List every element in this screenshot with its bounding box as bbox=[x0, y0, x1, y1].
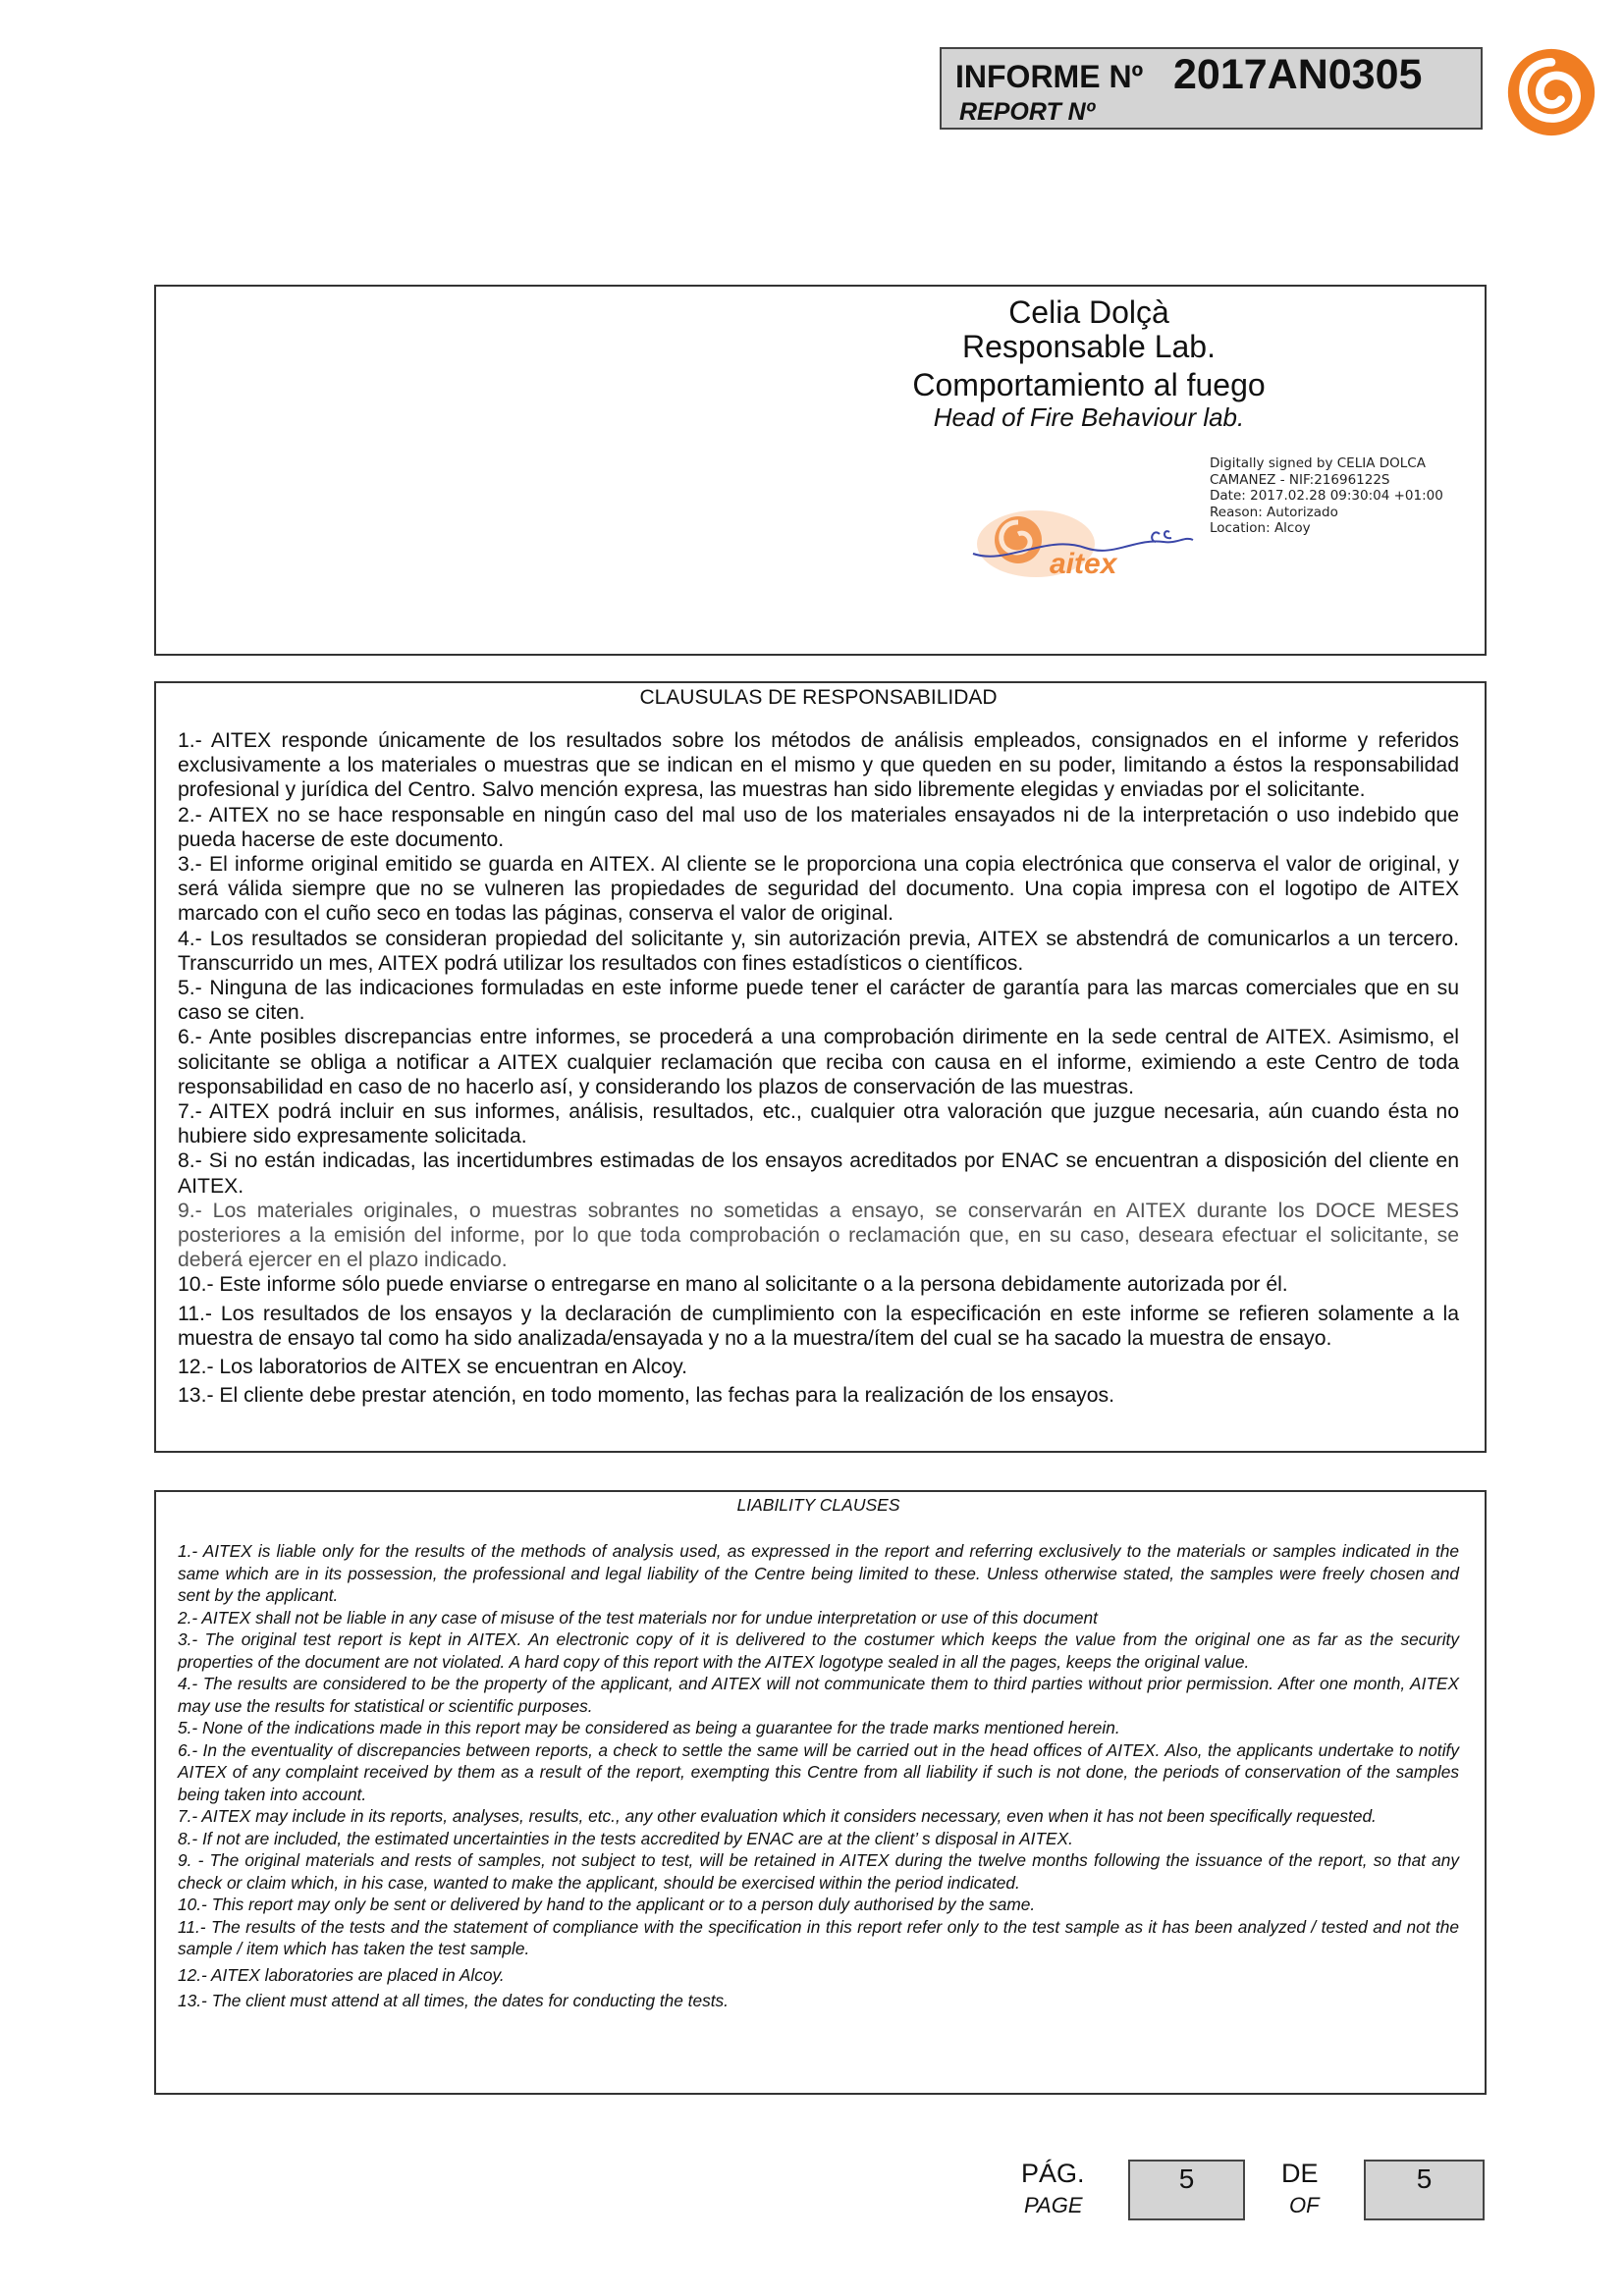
signer-name: Celia Dolçà bbox=[1008, 294, 1169, 330]
signature-box bbox=[154, 285, 1487, 656]
clause-en-item: 1.- AITEX is liable only for the results of the methods of analysis used, as expressed in the report and referring exclusively to the materials or samples indicated in the same which are in its possession, the professional and legal liability of the Centre being limited to these. Unless otherwise stated, the samples were freely chosen and sent by the applicant. bbox=[178, 1541, 1459, 1605]
clause-en-item: 6.- In the eventuality of discrepancies between reports, a check to settle the same will be carried out in the head offices of AITEX. Also, the applicants undertake to notify AITEX of any complaint received by them as a result of the report, exempting this Centre from all liability if such is not done, the periods of conservation of the samples being taken into account. bbox=[178, 1739, 1459, 1804]
clause-es-item: 4.- Los resultados se consideran propiedad del solicitante y, sin autorización previa, AITEX se abstendrá de comunicarlos a un tercero. Transcurrido un mes, AITEX podrá utilizar los resultados con fines estadísticos o científicos. bbox=[178, 927, 1459, 975]
signer-role: Responsable Lab. Comportamiento al fuego bbox=[912, 329, 1266, 402]
report-number: 2017AN0305 bbox=[1173, 51, 1423, 98]
clauses-en-list bbox=[178, 1540, 1459, 2012]
svg-text:aitex: aitex bbox=[1050, 548, 1117, 580]
digital-signature-line: Location: Alcoy bbox=[1210, 520, 1311, 536]
clause-es-item: 3.- El informe original emitido se guarda en AITEX. Al cliente se le proporciona una copia electrónica que conserva el valor de original, y será válida siempre que no se vulneren las propiedades de seguridad del documento. Una copia impresa con el logotipo de AITEX marcado con el cuño seco en todas las páginas, conserva el valor de original. bbox=[178, 853, 1459, 926]
clauses-es-box bbox=[154, 681, 1487, 1453]
clause-en-item: 3.- The original test report is kept in AITEX. An electronic copy of it is delivered to the costumer which keeps the value from the original one as far as the security properties of the document are not violated. A hard copy of this report with the AITEX logotype sealed in all the pages, keeps the original value. bbox=[178, 1629, 1459, 1672]
clauses-en-title: LIABILITY CLAUSES bbox=[736, 1495, 900, 1515]
page-number: 5 bbox=[1178, 2163, 1195, 2194]
clauses-es-title: CLAUSULAS DE RESPONSABILIDAD bbox=[639, 686, 998, 709]
clause-es-item: 8.- Si no están indicadas, las incertidumbres estimadas de los ensayos acreditados por ENAC se encuentran a disposición del cliente en AITEX. bbox=[178, 1149, 1459, 1198]
clause-en-item: 8.- If not are included, the estimated uncertainties in the tests accredited by ENAC are at the client’ s disposal in AITEX. bbox=[178, 1828, 1073, 1848]
clause-en-item: 10.- This report may only be sent or delivered by hand to the applicant or to a person duly authorised by the same. bbox=[178, 1895, 1036, 1914]
clauses-en-box bbox=[154, 1490, 1487, 2095]
total-pages: 5 bbox=[1416, 2163, 1433, 2194]
signer-role-en: Head of Fire Behaviour lab. bbox=[933, 402, 1245, 432]
clause-en-item: 2.- AITEX shall not be liable in any case of misuse of the test materials nor for undue interpretation or use of this document bbox=[178, 1607, 1098, 1628]
total-pages-box bbox=[1364, 2160, 1485, 2220]
report-label: INFORME Nº bbox=[955, 59, 1144, 94]
clause-es-item: 10.- Este informe sólo puede enviarse o entregarse en mano al solicitante o a la persona debidamente autorizada por él. bbox=[178, 1273, 1288, 1297]
clause-es-item: 2.- AITEX no se hace responsable en ningún caso del mal uso de los materiales ensayados ni de la interpretación o uso indebido que pueda hacerse de este documento. bbox=[178, 803, 1459, 851]
clause-es-item: 11.- Los resultados de los ensayos y la declaración de cumplimiento con la especificación en este informe se refieren solamente a la muestra de ensayo tal como ha sido analizada/ensayada y no a la muestra/ítem del cual se ha sacado la muestra de ensayo. bbox=[178, 1302, 1459, 1350]
page-number-box bbox=[1128, 2160, 1245, 2220]
report-number-box bbox=[940, 47, 1483, 130]
clause-es-item: 12.- Los laboratorios de AITEX se encuentran en Alcoy. bbox=[178, 1356, 688, 1379]
aitex-spiral-logo-icon bbox=[1504, 45, 1598, 139]
clauses-es-list bbox=[178, 728, 1459, 1408]
digital-signature-info bbox=[1210, 455, 1443, 537]
clause-en-item: 7.- AITEX may include in its reports, analyses, results, etc., any other evaluation which it considers necessary, even when it has not been specifically requested. bbox=[178, 1806, 1377, 1826]
clause-en-item: 12.- AITEX laboratories are placed in Alcoy. bbox=[178, 1964, 505, 1985]
clause-es-item: 7.- AITEX podrá incluir en sus informes, análisis, resultados, etc., cualquier otra valoración que juzgue necesaria, aún cuando ésta no hubiere sido expresamente solicitada. bbox=[178, 1100, 1459, 1148]
clause-es-item: 1.- AITEX responde únicamente de los resultados sobre los métodos de análisis empleados, consignados en el informe y referidos exclusivamente a los materiales o muestras que se indican en el mismo y que queden en su poder, limitando a éstos la responsabilidad profesional y jurídica del Centro. Salvo mención expresa, las muestras han sido libremente elegidas y enviadas por el solicitante. bbox=[178, 729, 1459, 802]
clause-en-item: 13.- The client must attend at all times, the dates for conducting the tests. bbox=[178, 1991, 729, 2010]
report-label-en: REPORT Nº bbox=[959, 98, 1095, 126]
digital-signature-line: Reason: Autorizado bbox=[1210, 504, 1338, 520]
clause-en-item: 4.- The results are considered to be the property of the applicant, and AITEX will not communicate them to third parties without prior permission. After one month, AITEX may use the results for statistical or scientific purposes. bbox=[178, 1674, 1459, 1716]
clause-es-item: 6.- Ante posibles discrepancias entre informes, se procederá a una comprobación dirimente en la sede central de AITEX. Asimismo, el solicitante se obliga a notificar a AITEX cualquier reclamación que reciba con causa en el informe, eximiendo a este Centro de toda responsabilidad en caso de no hacerlo así, y considerando los plazos de conservación de las muestras. bbox=[178, 1026, 1459, 1098]
of-label: DE bbox=[1281, 2159, 1319, 2188]
page-label-en: PAGE bbox=[1024, 2193, 1083, 2217]
clause-en-item: 11.- The results of the tests and the statement of compliance with the specification in this report refer only to the test sample as it has been analyzed / tested and not the sample / item which has taken the test sample. bbox=[178, 1916, 1459, 1958]
of-label-en: OF bbox=[1289, 2193, 1320, 2217]
clause-es-item: 9.- Los materiales originales, o muestras sobrantes no sometidas a ensayo, se conservarán en AITEX durante los DOCE MESES posteriores a la emisión del informe, por lo que toda comprobación o reclamación que, en su caso, deseara efectuar el solicitante, se deberá ejercer en el plazo indicado. bbox=[178, 1199, 1459, 1272]
clause-en-item: 5.- None of the indications made in this report may be considered as being a guarantee for the trade marks mentioned herein. bbox=[178, 1718, 1120, 1737]
clause-es-item: 13.- El cliente debe prestar atención, en todo momento, las fechas para la realización de los ensayos. bbox=[178, 1384, 1114, 1408]
aitex-stamp-signature-icon bbox=[967, 505, 1203, 593]
clause-es-item: 5.- Ninguna de las indicaciones formuladas en este informe puede tener el carácter de garantía para las marcas comerciales que en su caso se citen. bbox=[178, 977, 1459, 1025]
digital-signature-line: CAMANEZ - NIF:21696122S bbox=[1210, 471, 1390, 488]
digital-signature-line: Digitally signed by CELIA DOLCA bbox=[1210, 455, 1426, 471]
page-label: PÁG. bbox=[1021, 2159, 1085, 2188]
clause-en-item: 9. - The original materials and rests of samples, not subject to test, will be retained in AITEX during the twelve months following the issuance of the report, so that any check or claim which, in his case, wanted to make the applicant, should be exercised within the period indicated. bbox=[178, 1850, 1459, 1893]
digital-signature-line: Date: 2017.02.28 09:30:04 +01:00 bbox=[1210, 488, 1443, 504]
